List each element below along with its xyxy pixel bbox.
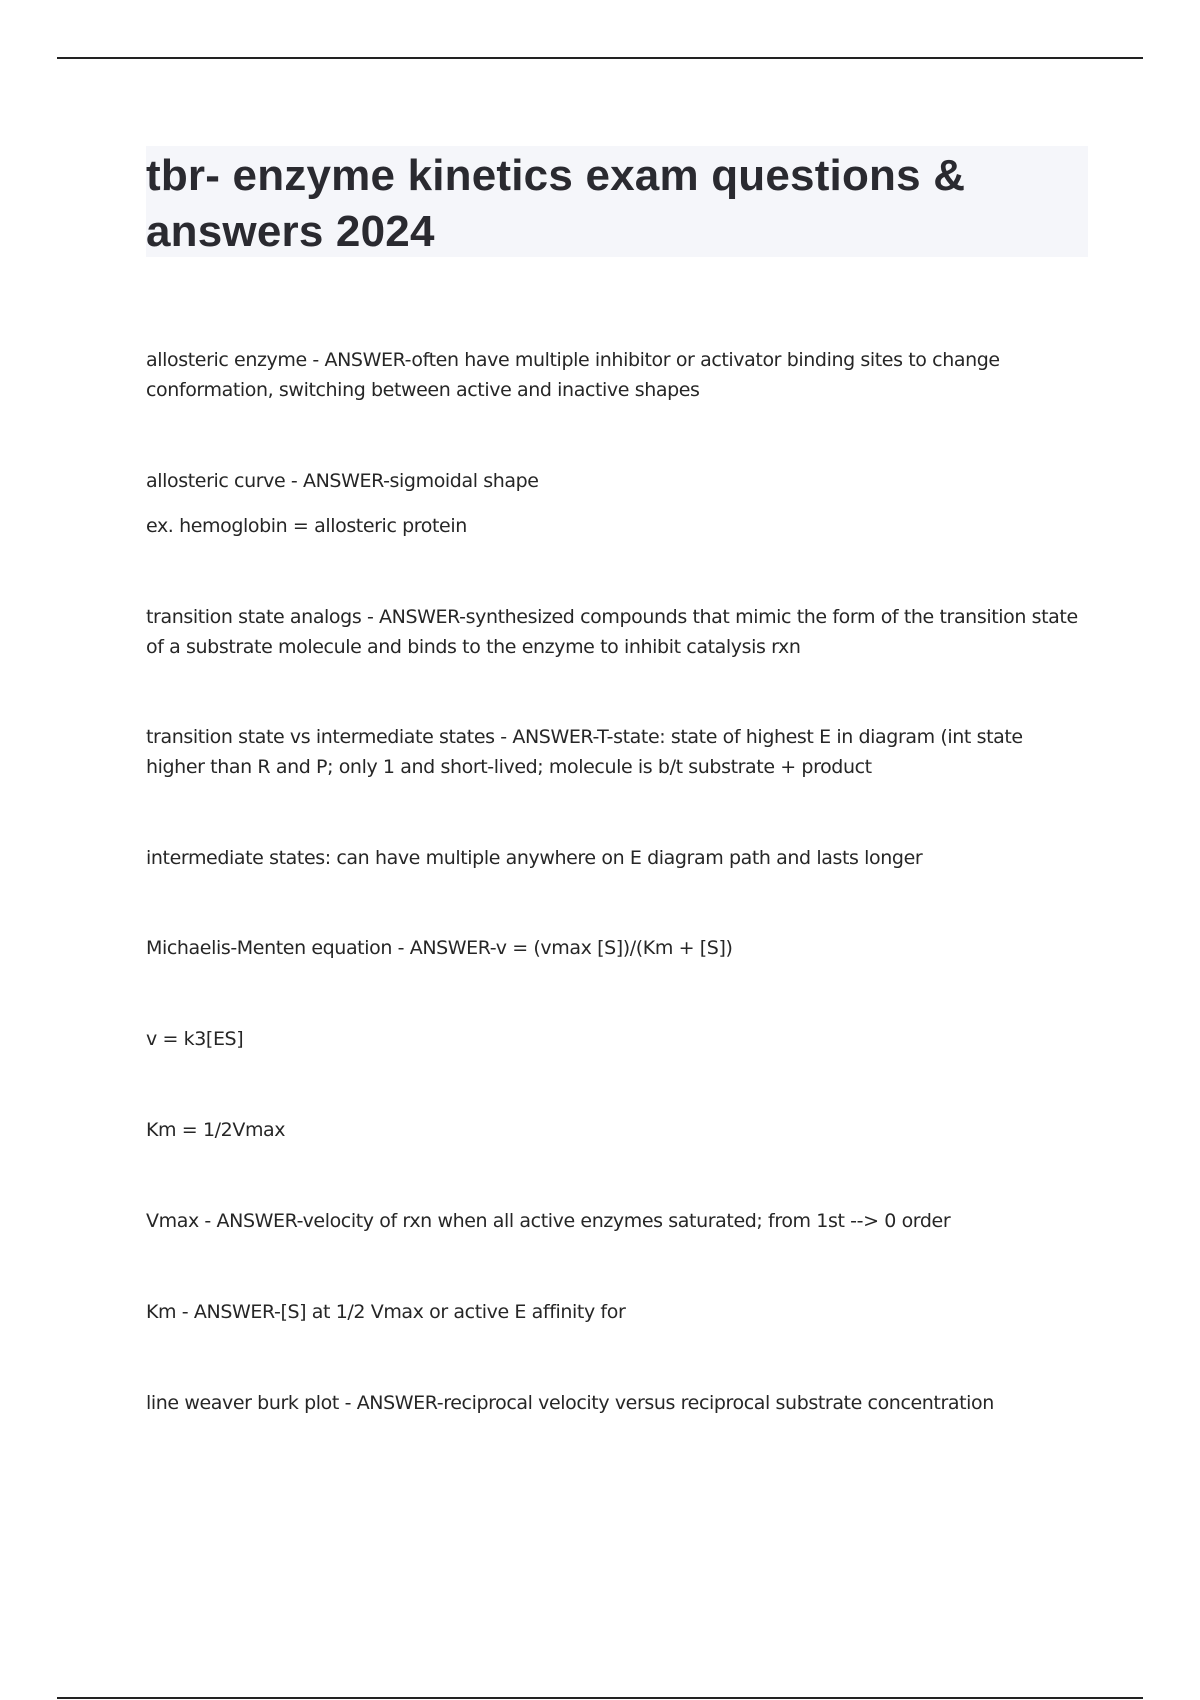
entry-intermediate-states: intermediate states: can have multiple anywhere on E diagram path and lasts longer xyxy=(146,847,923,869)
entry-allosteric-enzyme: allosteric enzyme - ANSWER-often have multiple inhibitor or activator binding sites to change conformation, switching between active and inactive shapes xyxy=(146,349,1000,401)
entry-lineweaver-burk: line weaver burk plot - ANSWER-reciprocal velocity versus reciprocal substrate concentration xyxy=(146,1392,994,1414)
entry-v-equation: v = k3[ES] xyxy=(146,1028,244,1050)
entry-michaelis-menten: Michaelis-Menten equation - ANSWER-v = (vmax [S])/(Km + [S]) xyxy=(146,937,733,959)
bottom-rule xyxy=(57,1697,1143,1699)
entry-transition-vs-intermediate: transition state vs intermediate states - ANSWER-T-state: state of highest E in diagram (int state higher than R and P; only 1 and short-lived; molecule is b/t substrate + product xyxy=(146,726,1023,778)
entry-transition-state-analogs: transition state analogs - ANSWER-synthesized compounds that mimic the form of the transition state of a substrate molecule and binds to the enzyme to inhibit catalysis rxn xyxy=(146,606,1078,658)
entry-vmax: Vmax - ANSWER-velocity of rxn when all active enzymes saturated; from 1st --> 0 order xyxy=(146,1210,951,1232)
entry-km-equation: Km = 1/2Vmax xyxy=(146,1119,286,1141)
entry-allosteric-curve: allosteric curve - ANSWER-sigmoidal shape xyxy=(146,470,539,492)
entry-km: Km - ANSWER-[S] at 1/2 Vmax or active E affinity for xyxy=(146,1301,626,1323)
document-title: tbr- enzyme kinetics exam questions & answers 2024 xyxy=(146,151,966,256)
entry-hemoglobin-example: ex. hemoglobin = allosteric protein xyxy=(146,515,467,537)
top-rule xyxy=(57,57,1143,59)
